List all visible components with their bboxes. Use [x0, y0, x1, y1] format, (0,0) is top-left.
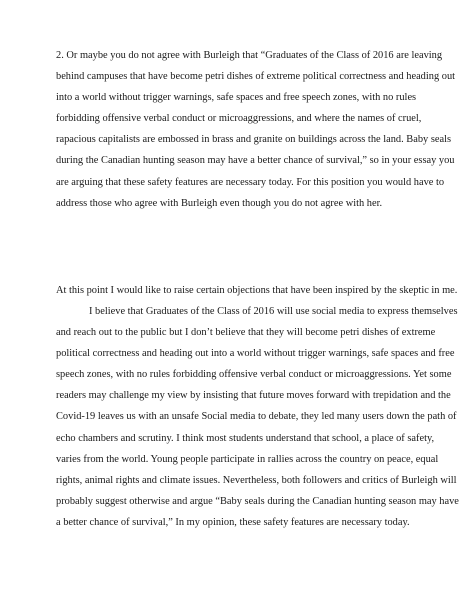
- text-line: 2. Or maybe you do not agree with Burleigh that “Graduates of the Class of 2016 are leaving: [56, 50, 443, 61]
- text-line: address those who agree with Burleigh even though you do not agree with her.: [56, 197, 383, 209]
- text-line: varies from the world. Young people participate in rallies across the country on peace, equal: [56, 453, 439, 465]
- text-line: Covid-19 leaves us with an unsafe Social media to debate, they led many users down the path of: [56, 411, 457, 423]
- paragraph-objections-intro: [56, 280, 458, 301]
- text-line: rights, animal rights and climate issues. Nevertheless, both followers and critics of Burleigh will: [56, 474, 457, 486]
- paragraph-option-two: [56, 45, 456, 214]
- text-line: forbidding offensive verbal conduct or microaggressions, and where the names of cruel,: [56, 113, 422, 125]
- text-line: and reach out to the public but I don’t believe that they will become petri dishes of extreme: [56, 327, 436, 339]
- text-line: a better chance of survival,” In my opinion, these safety features are necessary today.: [56, 516, 410, 528]
- text-line: are arguing that these safety features are necessary today. For this position you would have to: [56, 176, 445, 188]
- text-line: into a world without trigger warnings, safe spaces and free speech zones, with no rules: [56, 92, 417, 104]
- text-line: echo chambers and scrutiny. I think most students understand that school, a place of safety,: [56, 432, 435, 444]
- text-line: behind campuses that have become petri dishes of extreme political correctness and heading out: [56, 71, 456, 83]
- text-line: speech zones, with no rules forbidding offensive verbal conduct or microaggressions. Yet some: [56, 369, 452, 381]
- text-line: At this point I would like to raise certain objections that have been inspired by the skeptic in me.: [56, 285, 458, 296]
- text-line: during the Canadian hunting season may have a better chance of survival,” so in your essay you: [56, 155, 455, 167]
- text-line: rapacious capitalists are embossed in brass and granite on buildings across the land. Baby seals: [56, 134, 452, 146]
- text-line: I believe that Graduates of the Class of 2016 will use social media to express themselves: [89, 306, 458, 317]
- paragraph-body-argument: [56, 301, 459, 533]
- text-line: political correctness and heading out into a world without trigger warnings, safe spaces and free: [56, 348, 455, 360]
- text-line: readers may challenge my view by insisting that future moves forward with trepidation and the: [56, 390, 451, 402]
- text-line: probably suggest otherwise and argue “Baby seals during the Canadian hunting season may have: [56, 495, 459, 507]
